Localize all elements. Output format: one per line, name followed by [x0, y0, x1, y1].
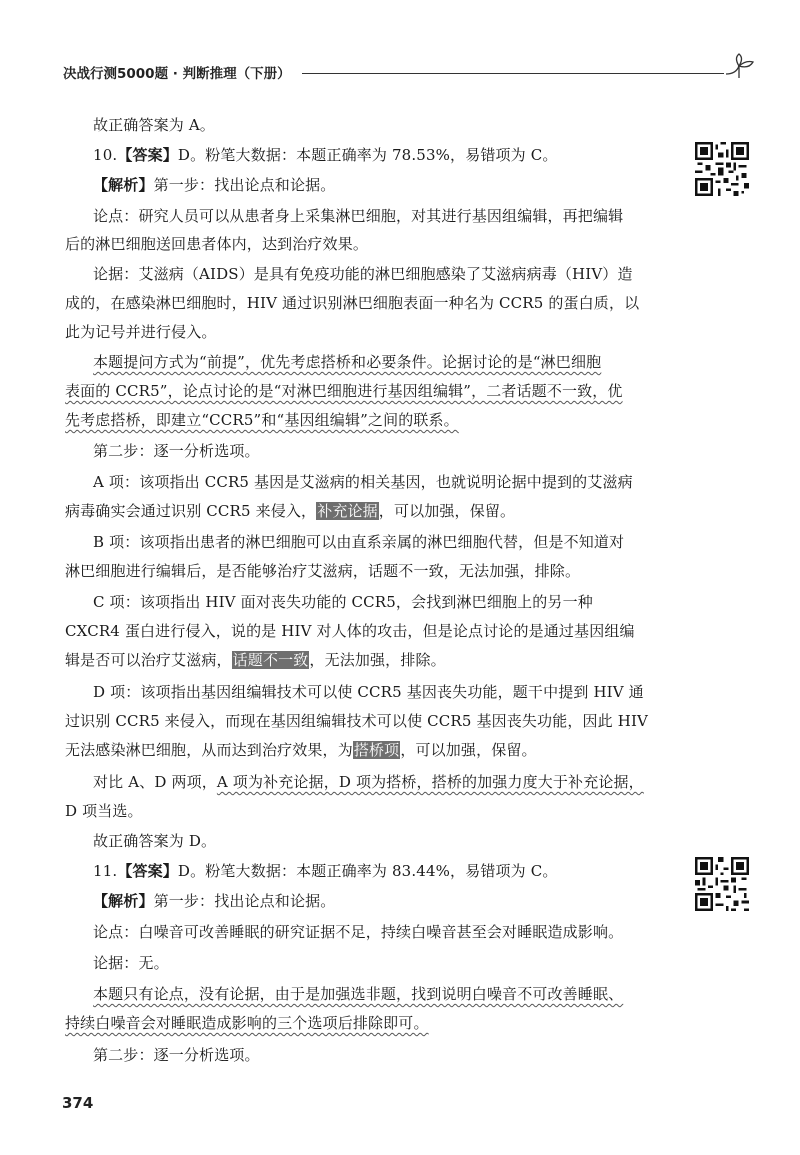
prev-answer-conclusion: 故正确答案为 A。 — [93, 116, 215, 134]
q10-evidence-line-1: 论据：艾滋病（AIDS）是具有免疫功能的淋巴细胞感染了艾滋病病毒（HIV）造 — [93, 265, 633, 283]
header-rule — [302, 73, 724, 74]
q10-comparison-line-1: 对比 A、D 两项，A 项为补充论据，D 项为搭桥，搭桥的加强力度大于补充论据， — [93, 773, 644, 791]
q11-analysis-line — [93, 891, 335, 911]
q10-option-a-line-1: A 项：该项指出 CCR5 基因是艾滋病的相关基因，也就说明论据中提到的艾滋病 — [93, 473, 633, 491]
q10-option-a-line-2: 病毒确实会通过识别 CCR5 来侵入，补充论据，可以加强，保留。 — [65, 502, 516, 520]
q10-evidence-line-3: 此为记号并进行侵入。 — [65, 323, 217, 341]
q11-evidence: 论据：无。 — [93, 954, 169, 972]
page-number: 374 — [62, 1094, 94, 1112]
q10-step2: 第二步：逐一分析选项。 — [93, 442, 260, 460]
q11-note-line-2: 持续白噪音会对睡眠造成影响的三个选项后排除即可。 — [65, 1014, 429, 1032]
q10-comparison-line-2: D 项当选。 — [65, 802, 143, 820]
q10-option-c-line-1: C 项：该项指出 HIV 面对丧失功能的 CCR5，会找到淋巴细胞上的另一种 — [93, 593, 593, 611]
highlight-tag: 搭桥项 — [353, 741, 400, 759]
q11-analysis-text: 第一步：找出论点和论据。 — [153, 892, 336, 910]
q10-number: 10. — [93, 146, 118, 164]
q10-argument-line-1: 论点：研究人员可以从患者身上采集淋巴细胞，对其进行基因组编辑，再把编辑 — [93, 207, 624, 225]
q10-option-d-line-2: 过识别 CCR5 来侵入，而现在基因组编辑技术可以使 CCR5 基因丧失功能，因此 HIV — [65, 712, 649, 730]
q10-answer-text: D。粉笔大数据：本题正确率为 78.53%，易错项为 C。 — [177, 146, 558, 164]
q10-note-line-2: 表面的 CCR5”，论点讨论的是“对淋巴细胞进行基因组编辑”，二者话题不一致，优 — [65, 382, 623, 400]
answer-tag: 【答案】 — [117, 146, 178, 164]
qr-code-icon[interactable] — [695, 142, 749, 196]
q10-note-line-3: 先考虑搭桥，即建立“CCR5”和“基因组编辑”之间的联系。 — [65, 411, 459, 429]
q10-analysis-line — [93, 175, 335, 195]
q10-note-line-1: 本题提问方式为“前提”，优先考虑搭桥和必要条件。论据讨论的是“淋巴细胞 — [93, 353, 602, 371]
q10-option-b-line-2: 淋巴细胞进行编辑后，是否能够治疗艾滋病，话题不一致，无法加强，排除。 — [65, 562, 581, 580]
q11-answer-text: D。粉笔大数据：本题正确率为 83.44%，易错项为 C。 — [177, 862, 558, 880]
highlight-tag: 话题不一致 — [232, 651, 309, 669]
q10-answer-line — [93, 145, 558, 165]
q10-evidence-line-2: 成的，在感染淋巴细胞时，HIV 通过识别淋巴细胞表面一种名为 CCR5 的蛋白质，以 — [65, 294, 640, 312]
q10-conclusion: 故正确答案为 D。 — [93, 832, 217, 850]
q10-option-b-line-1: B 项：该项指出患者的淋巴细胞可以由直系亲属的淋巴细胞代替，但是不知道对 — [93, 533, 625, 551]
qr-code-icon[interactable] — [695, 857, 749, 911]
q11-answer-line — [93, 861, 558, 881]
q10-option-c-line-3: 辑是否可以治疗艾滋病，话题不一致，无法加强，排除。 — [65, 651, 446, 669]
running-header-title: 决战行测5000题 · 判断推理（下册） — [63, 66, 291, 82]
q10-analysis-text: 第一步：找出论点和论据。 — [153, 176, 336, 194]
q10-option-c-line-2: CXCR4 蛋白进行侵入，说的是 HIV 对人体的攻击，但是论点讨论的是通过基因组编 — [65, 622, 635, 640]
analysis-tag: 【解析】 — [93, 892, 154, 910]
answer-tag: 【答案】 — [117, 862, 178, 880]
q11-step2: 第二步：逐一分析选项。 — [93, 1046, 260, 1064]
q10-option-d-line-3: 无法感染淋巴细胞，从而达到治疗效果，为搭桥项，可以加强，保留。 — [65, 741, 537, 759]
q10-argument-line-2: 后的淋巴细胞送回患者体内，达到治疗效果。 — [65, 235, 369, 253]
q11-argument: 论点：白噪音可改善睡眠的研究证据不足，持续白噪音甚至会对睡眠造成影响。 — [93, 923, 624, 941]
highlight-tag: 补充论据 — [317, 502, 378, 520]
sprout-leaf-icon — [722, 52, 756, 82]
analysis-tag: 【解析】 — [93, 176, 154, 194]
q11-note-line-1: 本题只有论点，没有论据，由于是加强选非题，找到说明白噪音不可改善睡眠、 — [93, 985, 624, 1003]
q10-option-d-line-1: D 项：该项指出基因组编辑技术可以使 CCR5 基因丧失功能，题干中提到 HIV 通 — [93, 683, 644, 701]
q11-number: 11. — [93, 862, 118, 880]
